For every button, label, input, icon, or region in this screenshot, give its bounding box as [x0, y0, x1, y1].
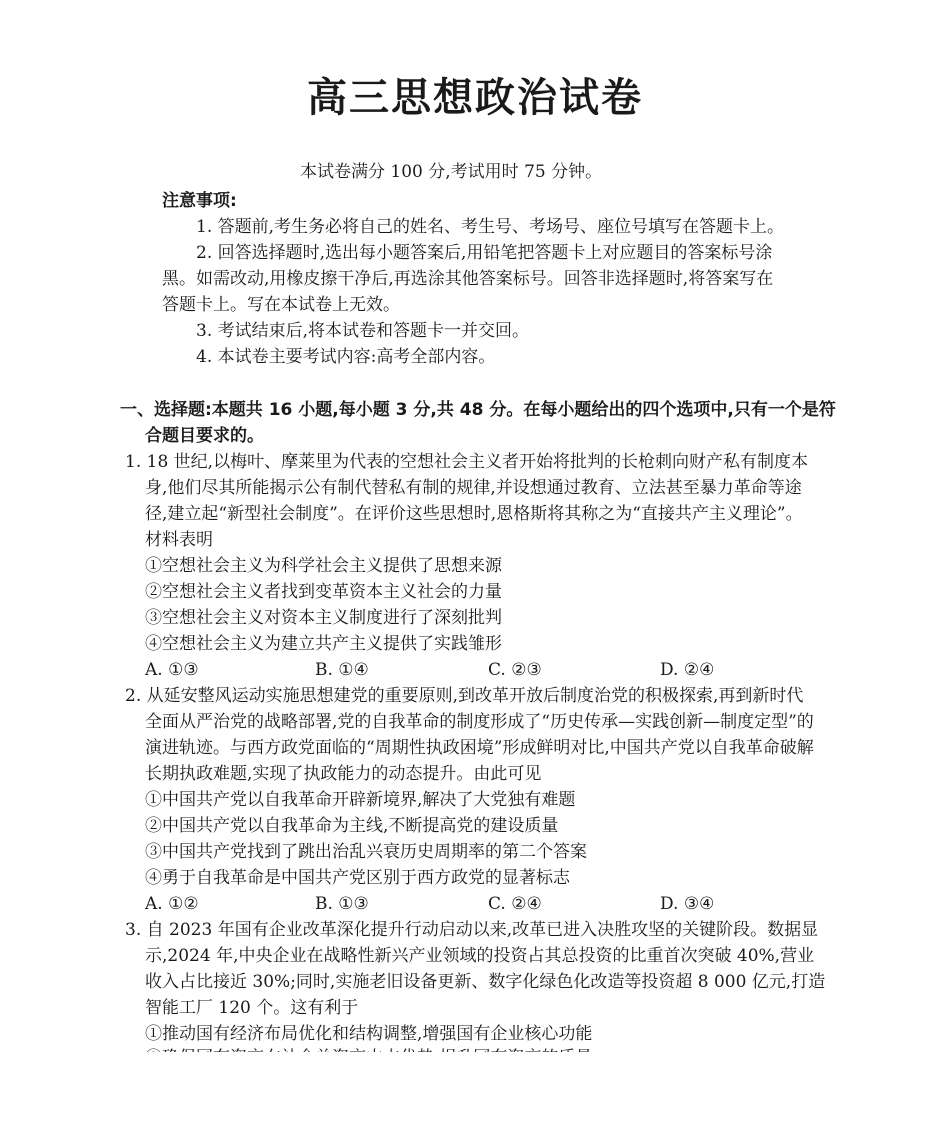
option-b: B. ①③: [315, 894, 369, 914]
notice-item: 2. 回答选择题时,选出每小题答案后,用铅笔把答题卡上对应题目的答案标号涂: [196, 243, 773, 263]
question-stem: 身,他们尽其所能揭示公有制代替私有制的规律,并设想通过教育、立法甚至暴力革命等途: [145, 478, 802, 498]
statement: ①空想社会主义为科学社会主义提供了思想来源: [145, 556, 502, 576]
exam-info: 本试卷满分 100 分,考试用时 75 分钟。: [300, 162, 603, 182]
option-d: D. ②④: [660, 660, 715, 680]
statement: ④勇于自我革命是中国共产党区别于西方政党的显著标志: [145, 868, 570, 888]
statement: ②中国共产党以自我革命为主线,不断提高党的建设质量: [145, 816, 559, 836]
page-title: 高三思想政治试卷: [307, 75, 643, 121]
question-stem: 智能工厂 120 个。这有利于: [145, 998, 359, 1018]
notice-heading: 注意事项:: [162, 191, 237, 211]
question-stem: 1. 18 世纪,以梅叶、摩莱里为代表的空想社会主义者开始将批判的长枪刺向财产私有制度本: [125, 452, 809, 472]
question-stem: 示,2024 年,中央企业在战略性新兴产业领域的投资占其总投资的比重首次突破 40%,营业: [145, 946, 815, 966]
statement: ④空想社会主义为建立共产主义提供了实践雏形: [145, 634, 502, 654]
question-stem: 2. 从延安整风运动实施思想建党的重要原则,到改革开放后制度治党的积极探索,再到新时代: [125, 686, 804, 706]
section-heading: 一、选择题:本题共 16 小题,每小题 3 分,共 48 分。在每小题给出的四个选项中,只有一个是符: [120, 400, 836, 420]
statement: ①中国共产党以自我革命开辟新境界,解决了大党独有难题: [145, 790, 576, 810]
question-stem: 材料表明: [145, 530, 213, 550]
notice-item: 黑。如需改动,用橡皮擦干净后,再选涂其他答案标号。回答非选择题时,将答案写在: [162, 269, 774, 289]
option-c: C. ②③: [488, 660, 542, 680]
notice-item: 3. 考试结束后,将本试卷和答题卡一并交回。: [196, 321, 530, 341]
option-b: B. ①④: [315, 660, 369, 680]
question-stem: 3. 自 2023 年国有企业改革深化提升行动启动以来,改革已进入决胜攻坚的关键阶段。数据显: [125, 920, 819, 940]
option-a: A. ①③: [145, 660, 199, 680]
question-stem: 收入占比接近 30%;同时,实施老旧设备更新、数字化绿色化改造等投资超 8 000 亿元,打造: [145, 972, 826, 992]
notice-item: 答题卡上。写在本试卷上无效。: [162, 295, 400, 315]
section-heading: 合题目要求的。: [145, 426, 264, 446]
statement: ①推动国有经济布局优化和结构调整,增强国有企业核心功能: [145, 1024, 593, 1044]
option-d: D. ③④: [660, 894, 715, 914]
statement: ③空想社会主义对资本主义制度进行了深刻批判: [145, 608, 502, 628]
page-bottom-cutoff: [0, 1052, 950, 1137]
question-stem: 径,建立起“新型社会制度”。在评价这些思想时,恩格斯将其称之为“直接共产主义理论”。: [145, 504, 803, 524]
option-a: A. ①②: [145, 894, 199, 914]
question-stem: 演进轨迹。与西方政党面临的“周期性执政困境”形成鲜明对比,中国共产党以自我革命破解: [145, 738, 814, 758]
notice-item: 1. 答题前,考生务必将自己的姓名、考生号、考场号、座位号填写在答题卡上。: [196, 217, 785, 237]
question-stem: 全面从严治党的战略部署,党的自我革命的制度形成了“历史传承—实践创新—制度定型”的: [145, 712, 814, 732]
question-stem: 长期执政难题,实现了执政能力的动态提升。由此可见: [145, 764, 542, 784]
notice-item: 4. 本试卷主要考试内容:高考全部内容。: [196, 347, 496, 367]
option-c: C. ②④: [488, 894, 542, 914]
statement: ②空想社会主义者找到变革资本主义社会的力量: [145, 582, 502, 602]
statement: ③中国共产党找到了跳出治乱兴衰历史周期率的第二个答案: [145, 842, 587, 862]
